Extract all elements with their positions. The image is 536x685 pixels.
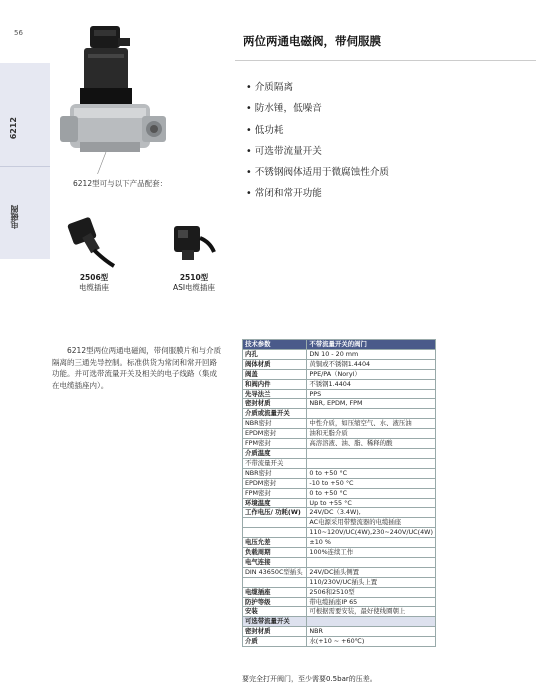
- spec-value: 带电缆插座IP 65: [307, 597, 436, 607]
- spec-value: 中性介质，如压缩空气、水、液压油: [307, 419, 436, 429]
- page-title: 两位两通电磁阀，带伺服膜: [243, 34, 381, 48]
- spec-key: 电气连接: [243, 557, 307, 567]
- feature-item: • 介质隔离: [246, 77, 389, 98]
- spec-value: Up to +55 °C: [307, 498, 436, 508]
- footnote: 要完全打开阀门，至少需要0.5bar的压差。: [242, 675, 377, 683]
- spec-key: 防护等级: [243, 597, 307, 607]
- spec-row: [243, 617, 436, 627]
- spec-key: 可选带流量开关: [243, 617, 307, 627]
- spec-row: [243, 478, 436, 488]
- spec-row: [243, 429, 436, 439]
- spec-row: [243, 557, 436, 567]
- feature-item: • 可选带流量开关: [246, 141, 389, 162]
- spec-value: 不带流量开关的阀门: [307, 340, 436, 350]
- spec-value: -10 to +50 °C: [307, 478, 436, 488]
- valve-product-image: [60, 24, 180, 174]
- spec-row: [243, 577, 436, 587]
- spec-key: [243, 518, 307, 528]
- accessory-caption: [164, 273, 224, 293]
- spec-value: 不锈钢1.4404: [307, 379, 436, 389]
- feature-item: • 常闭和常开功能: [246, 183, 389, 204]
- spec-row: [243, 607, 436, 617]
- sidebar-category: 电磁阀: [10, 205, 19, 229]
- spec-key: FPM密封: [243, 439, 307, 449]
- spec-key: 电压允差: [243, 538, 307, 548]
- spec-value: [307, 409, 436, 419]
- spec-key: 环境温度: [243, 498, 307, 508]
- accessory-caption: [64, 273, 124, 293]
- spec-row: [243, 538, 436, 548]
- spec-value: AC电源采用带整流器的电缆插座: [307, 518, 436, 528]
- spec-key: 先导法兰: [243, 389, 307, 399]
- cable-socket-2506-image: [60, 212, 120, 272]
- title-divider: [235, 60, 536, 61]
- spec-row: [243, 419, 436, 429]
- feature-list: [246, 77, 389, 205]
- spec-key: 电缆插座: [243, 587, 307, 597]
- accessory-model: 2510型: [179, 273, 209, 282]
- spec-row: [243, 637, 436, 647]
- sidebar-tab: [0, 63, 50, 259]
- spec-key: 介质温度: [243, 448, 307, 458]
- spec-value: 0 to +50 °C: [307, 488, 436, 498]
- spec-key: 密封材质: [243, 627, 307, 637]
- spec-value: 110/230V/UC插头上置: [307, 577, 436, 587]
- spec-key: 不带流量开关: [243, 458, 307, 468]
- spec-value: 黄铜或不锈钢1.4404: [307, 359, 436, 369]
- spec-value: 油和无脂介质: [307, 429, 436, 439]
- spec-row: [243, 458, 436, 468]
- spec-key: 和阀内件: [243, 379, 307, 389]
- spec-key: [243, 528, 307, 538]
- spec-key: 安装: [243, 607, 307, 617]
- spec-row: [243, 597, 436, 607]
- spec-row: [243, 567, 436, 577]
- spec-value: 2506和2510型: [307, 587, 436, 597]
- spec-value: [307, 557, 436, 567]
- feature-item: • 不锈钢阀体适用于微腐蚀性介质: [246, 162, 389, 183]
- spec-key: NBR密封: [243, 419, 307, 429]
- spec-row: [243, 340, 436, 350]
- spec-key: EPDM密封: [243, 478, 307, 488]
- accessory-model: 2506型: [79, 273, 109, 282]
- asi-cable-socket-2510-image: [160, 218, 220, 278]
- spec-key: 介质: [243, 637, 307, 647]
- spec-row: [243, 439, 436, 449]
- spec-value: 110~120V/UC(4W),230~240V/UC(4W): [307, 528, 436, 538]
- spec-table: [242, 339, 436, 647]
- spec-row: [243, 548, 436, 558]
- spec-value: [307, 458, 436, 468]
- spec-value: ±10 %: [307, 538, 436, 548]
- spec-value: 24V/DC（3.4W),: [307, 508, 436, 518]
- spec-value: 可根据需要安装，最好使线圈朝上: [307, 607, 436, 617]
- spec-key: 阀盖: [243, 369, 307, 379]
- spec-value: DN 10 - 20 mm: [307, 349, 436, 359]
- spec-row: [243, 528, 436, 538]
- accessory-desc: 电缆插座: [79, 283, 109, 292]
- spec-key: DIN 43650C型插头: [243, 567, 307, 577]
- spec-row: [243, 389, 436, 399]
- spec-key: 阀体材质: [243, 359, 307, 369]
- spec-value: 0 to +50 °C: [307, 468, 436, 478]
- spec-key: [243, 577, 307, 587]
- spec-row: [243, 349, 436, 359]
- spec-row: [243, 587, 436, 597]
- spec-key: 负载周期: [243, 548, 307, 558]
- spec-row: [243, 498, 436, 508]
- spec-value: PPS: [307, 389, 436, 399]
- spec-row: [243, 508, 436, 518]
- spec-value: NBR, EPDM, FPM: [307, 399, 436, 409]
- spec-row: [243, 359, 436, 369]
- spec-key: 密封材质: [243, 399, 307, 409]
- spec-key: FPM密封: [243, 488, 307, 498]
- spec-value: 高溶溶液、油、脂、稀释的酸: [307, 439, 436, 449]
- spec-row: [243, 409, 436, 419]
- spec-key: NBR密封: [243, 468, 307, 478]
- accessory-desc: ASI电缆插座: [172, 283, 216, 292]
- sidebar-divider: [0, 166, 50, 167]
- spec-key: 技术参数: [243, 340, 307, 350]
- spec-value: 24V/DC插头侧置: [307, 567, 436, 577]
- accessory-note: 6212型可与以下产品配套：: [73, 179, 168, 188]
- spec-row: [243, 369, 436, 379]
- spec-value: 水(+10 ~ +60℃): [307, 637, 436, 647]
- spec-key: 介质或流量开关: [243, 409, 307, 419]
- spec-row: [243, 399, 436, 409]
- spec-row: [243, 518, 436, 528]
- spec-value: [307, 448, 436, 458]
- spec-value: 100%连续工作: [307, 548, 436, 558]
- spec-value: PPE/PA（Noryl）: [307, 369, 436, 379]
- spec-key: EPDM密封: [243, 429, 307, 439]
- spec-key: 工作电压/ 功耗(W): [243, 508, 307, 518]
- spec-row: [243, 627, 436, 637]
- spec-row: [243, 379, 436, 389]
- page-number: 56: [14, 29, 23, 37]
- spec-value: NBR: [307, 627, 436, 637]
- sidebar-model: 6212: [9, 117, 18, 140]
- spec-key: 内孔: [243, 349, 307, 359]
- product-description: 6212型两位两通电磁阀，带伺服膜片和与介质隔离的三通先导控制。标准供货为常闭和常开回路功能。并可选带流量开关及相关的电子线路（集成在电缆插座内）。: [52, 346, 222, 390]
- spec-value: [307, 617, 436, 627]
- spec-row: [243, 488, 436, 498]
- feature-item: • 低功耗: [246, 120, 389, 141]
- spec-row: [243, 468, 436, 478]
- spec-row: [243, 448, 436, 458]
- feature-item: • 防水锤，低噪音: [246, 98, 389, 119]
